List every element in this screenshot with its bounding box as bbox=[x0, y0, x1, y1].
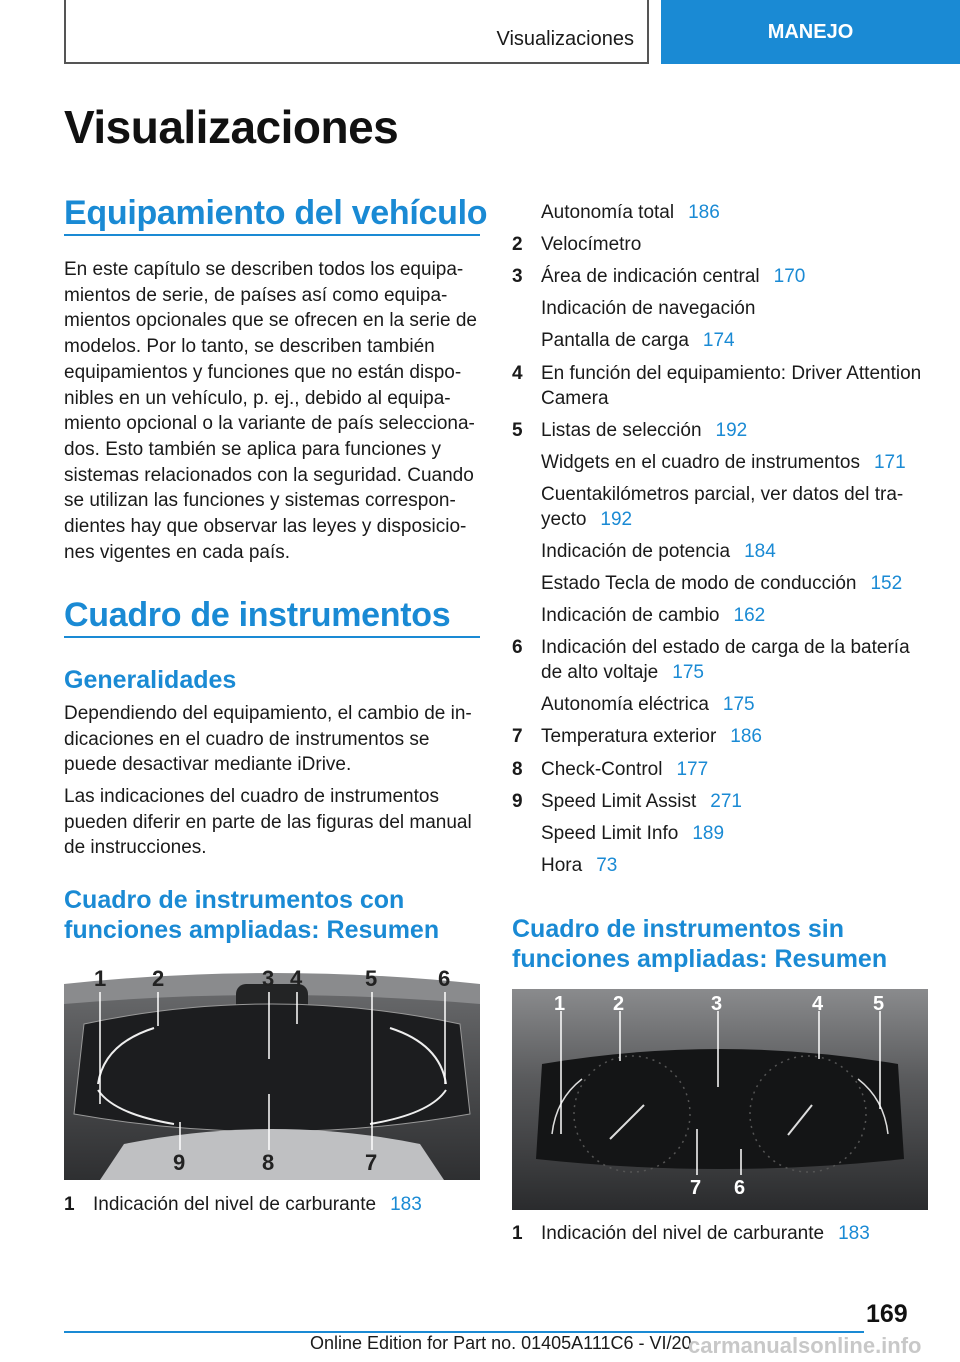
page-reference-link[interactable]: 175 bbox=[672, 662, 704, 683]
legend-text: Autonomía eléctrica bbox=[541, 694, 709, 715]
heading-rule bbox=[64, 636, 480, 638]
page-reference-link[interactable]: 183 bbox=[390, 1194, 422, 1215]
legend-text-wrap bbox=[541, 635, 910, 661]
heading-line: funciones ampliadas: Resumen bbox=[512, 945, 888, 973]
text-line: Las indicaciones del cuadro de instrumentos bbox=[64, 786, 439, 807]
legend-text-wrap bbox=[541, 539, 776, 565]
instrument-cluster-illustration bbox=[64, 964, 480, 1180]
text-line: Dependiendo del equipamiento, el cambio de in‐ bbox=[64, 703, 472, 724]
legend-item bbox=[64, 1192, 480, 1218]
page-reference-link[interactable]: 177 bbox=[676, 759, 709, 780]
legend-text: En función del equipamiento: Driver Attention bbox=[541, 363, 922, 384]
legend-item bbox=[512, 200, 928, 226]
legend-number: 9 bbox=[512, 791, 523, 812]
text-line: equipamientos y funciones que no están dispo‐ bbox=[64, 361, 462, 383]
legend-text: Indicación de potencia bbox=[541, 541, 731, 562]
legend-text-wrap bbox=[541, 507, 632, 533]
header-chapter-tab: MANEJO bbox=[661, 0, 960, 64]
legend-item bbox=[512, 724, 928, 750]
paragraph-generalidades-2 bbox=[64, 784, 472, 861]
legend-text-wrap bbox=[541, 386, 609, 412]
heading-cuadro-instrumentos: Cuadro de instrumentos bbox=[64, 596, 451, 634]
legend-item bbox=[512, 296, 928, 322]
page-title: Visualizaciones bbox=[64, 101, 399, 153]
heading-equipamiento: Equipamiento del vehículo bbox=[64, 194, 488, 232]
legend-text-wrap bbox=[541, 361, 921, 387]
legend-item bbox=[512, 853, 928, 879]
page-reference-link[interactable]: 162 bbox=[733, 605, 766, 626]
legend-item bbox=[512, 232, 928, 258]
text-line: puede desactivar mediante iDrive. bbox=[64, 754, 352, 776]
legend-number: 5 bbox=[512, 420, 523, 441]
legend-text: Speed Limit Info bbox=[541, 823, 679, 844]
legend-text: Widgets en el cuadro de instrumentos bbox=[541, 452, 860, 473]
legend-text-wrap bbox=[541, 296, 755, 322]
paragraph-equipamiento bbox=[64, 257, 477, 565]
legend-text-wrap bbox=[541, 1221, 870, 1247]
text-line: dos. Esto también se aplica para funciones y bbox=[64, 438, 442, 460]
page-reference-link[interactable]: 170 bbox=[773, 266, 806, 287]
legend-item bbox=[512, 386, 928, 412]
page-reference-link[interactable]: 186 bbox=[688, 202, 720, 223]
heading-line: Cuadro de instrumentos sin bbox=[512, 915, 844, 943]
text-line: miento opcional o la variante de país selecciona‐ bbox=[64, 413, 475, 435]
instrument-cluster-illustration bbox=[512, 989, 928, 1210]
text-line: nibles en un vehículo, p. ej., debido al equipa‐ bbox=[64, 387, 451, 409]
legend-text: yecto bbox=[541, 509, 587, 530]
callout-label: 5 bbox=[365, 966, 378, 991]
legend-text: Hora bbox=[541, 855, 583, 876]
legend-text: Cuentakilómetros parcial, ver datos del tra‐ bbox=[541, 484, 904, 505]
text-line: de instrucciones. bbox=[64, 837, 207, 859]
callout-label: 1 bbox=[554, 993, 566, 1015]
legend-text: Camera bbox=[541, 388, 609, 409]
legend-number: 1 bbox=[512, 1223, 523, 1244]
legend-item bbox=[512, 692, 928, 718]
legend-item bbox=[512, 361, 928, 387]
page-reference-link[interactable]: 192 bbox=[600, 509, 633, 530]
callout-label: 6 bbox=[734, 1177, 746, 1199]
legend-text-wrap bbox=[541, 853, 617, 879]
legend-item bbox=[512, 539, 928, 565]
legend-text-wrap bbox=[541, 232, 641, 258]
legend-item bbox=[512, 328, 928, 354]
legend-text-wrap bbox=[541, 571, 902, 597]
callout-label: 3 bbox=[711, 993, 723, 1015]
legend-text-wrap bbox=[541, 757, 708, 783]
watermark: carmanualsonline.info bbox=[688, 1333, 922, 1358]
legend-text-wrap bbox=[541, 692, 755, 718]
legend-item bbox=[512, 264, 928, 290]
callout-label: 3 bbox=[262, 966, 275, 991]
text-line: dientes hay que observar las leyes y disposicio‐ bbox=[64, 516, 467, 538]
page-reference-link[interactable]: 183 bbox=[838, 1223, 870, 1244]
page-reference-link[interactable]: 184 bbox=[744, 541, 776, 562]
callout-label: 2 bbox=[152, 966, 165, 991]
legend-item bbox=[512, 507, 928, 533]
legend-text: Indicación de cambio bbox=[541, 605, 720, 626]
text-line: pueden diferir en parte de las figuras del manual bbox=[64, 811, 472, 833]
legend-number: 1 bbox=[64, 1194, 75, 1215]
legend-item bbox=[512, 821, 928, 847]
page-number: 169 bbox=[866, 1300, 908, 1328]
legend-text-wrap bbox=[541, 660, 704, 686]
legend-item bbox=[512, 1221, 928, 1247]
legend-item bbox=[512, 789, 928, 815]
callout-label: 6 bbox=[438, 966, 451, 991]
legend-text: Speed Limit Assist bbox=[541, 791, 697, 812]
instrument-cluster-figure-basic bbox=[512, 989, 928, 1210]
header-section-title: Visualizaciones bbox=[496, 28, 634, 50]
legend-text: Autonomía total bbox=[541, 202, 675, 223]
legend-text-wrap bbox=[541, 603, 765, 629]
callout-label: 1 bbox=[94, 966, 107, 991]
legend-text: Check-Control bbox=[541, 759, 663, 780]
legend-text-wrap bbox=[541, 789, 742, 815]
legend-item bbox=[512, 603, 928, 629]
legend-item bbox=[512, 635, 928, 661]
callout-label: 2 bbox=[613, 993, 625, 1015]
callout-label: 9 bbox=[173, 1150, 186, 1175]
text-line: se utilizan las funciones y sistemas correspon‐ bbox=[64, 490, 456, 512]
heading-line: funciones ampliadas: Resumen bbox=[64, 916, 440, 944]
legend-text: Indicación del nivel de carburante bbox=[93, 1194, 377, 1215]
text-line: nes vigentes en cada país. bbox=[64, 541, 291, 563]
page-reference-link[interactable]: 175 bbox=[722, 694, 755, 715]
page-reference-link[interactable]: 271 bbox=[710, 791, 742, 812]
legend-number: 7 bbox=[512, 726, 523, 747]
page-reference-link[interactable]: 189 bbox=[692, 823, 725, 844]
legend-text: Listas de selección bbox=[541, 420, 702, 441]
page-reference-link[interactable]: 73 bbox=[596, 855, 618, 876]
heading-cuadro-sin-funciones bbox=[512, 914, 887, 974]
legend-text-wrap bbox=[541, 482, 903, 508]
legend-text-wrap bbox=[541, 724, 762, 750]
instrument-cluster-figure-extended bbox=[64, 964, 480, 1180]
legend-text-wrap bbox=[93, 1192, 422, 1218]
page-reference-link[interactable]: 174 bbox=[702, 330, 735, 351]
legend-number: 8 bbox=[512, 759, 523, 780]
page-reference-link[interactable]: 152 bbox=[870, 573, 903, 594]
page-reference-link[interactable]: 171 bbox=[873, 452, 906, 473]
legend-item bbox=[512, 571, 928, 597]
legend-number: 4 bbox=[512, 363, 523, 384]
legend-number: 6 bbox=[512, 637, 523, 658]
callout-label: 8 bbox=[262, 1150, 275, 1175]
heading-line: Cuadro de instrumentos con bbox=[64, 886, 405, 914]
legend-item bbox=[512, 757, 928, 783]
paragraph-generalidades-1 bbox=[64, 701, 472, 778]
legend-text-wrap bbox=[541, 328, 735, 354]
text-line: sistemas relacionados con la seguridad. Cuando bbox=[64, 464, 474, 486]
legend-text-wrap bbox=[541, 821, 724, 847]
legend-text-wrap bbox=[541, 418, 747, 444]
legend-item bbox=[512, 418, 928, 444]
text-line: dicaciones en el cuadro de instrumentos se bbox=[64, 728, 430, 750]
text-line: En este capítulo se describen todos los equipa‐ bbox=[64, 259, 464, 280]
text-line: mientos de serie, de países así como equipa‐ bbox=[64, 284, 448, 306]
footer-edition: Online Edition for Part no. 01405A111C6 - VI/20 bbox=[310, 1333, 692, 1353]
legend-text: Indicación del estado de carga de la batería bbox=[541, 637, 910, 658]
legend-text: Estado Tecla de modo de conducción bbox=[541, 573, 857, 594]
legend-text: Temperatura exterior bbox=[541, 726, 717, 747]
heading-cuadro-con-funciones bbox=[64, 885, 439, 945]
legend-text: Área de indicación central bbox=[541, 266, 760, 287]
page-reference-link[interactable]: 192 bbox=[715, 420, 748, 441]
legend-text: Pantalla de carga bbox=[541, 330, 689, 351]
legend-text: de alto voltaje bbox=[541, 662, 659, 683]
legend-text-wrap bbox=[541, 264, 805, 290]
text-line: modelos. Por lo tanto, se describen también bbox=[64, 336, 435, 358]
legend-number: 2 bbox=[512, 234, 523, 255]
legend-number: 3 bbox=[512, 266, 523, 287]
page-reference-link[interactable]: 186 bbox=[730, 726, 762, 747]
text-line: mientos opcionales que se ofrecen en la serie de bbox=[64, 310, 477, 332]
callout-label: 7 bbox=[690, 1177, 702, 1199]
legend-text: Velocímetro bbox=[541, 234, 642, 255]
callout-label: 7 bbox=[365, 1150, 378, 1175]
legend-item bbox=[512, 660, 928, 686]
callout-label: 4 bbox=[812, 993, 824, 1015]
callout-label: 5 bbox=[873, 993, 885, 1015]
callout-label: 4 bbox=[290, 966, 303, 991]
legend-text-wrap bbox=[541, 450, 906, 476]
legend-item bbox=[512, 482, 928, 508]
heading-rule bbox=[64, 234, 480, 236]
legend-item bbox=[512, 450, 928, 476]
legend-text: Indicación de navegación bbox=[541, 298, 756, 319]
heading-generalidades: Generalidades bbox=[64, 666, 237, 694]
legend-text: Indicación del nivel de carburante bbox=[541, 1223, 825, 1244]
legend-text-wrap bbox=[541, 200, 720, 226]
